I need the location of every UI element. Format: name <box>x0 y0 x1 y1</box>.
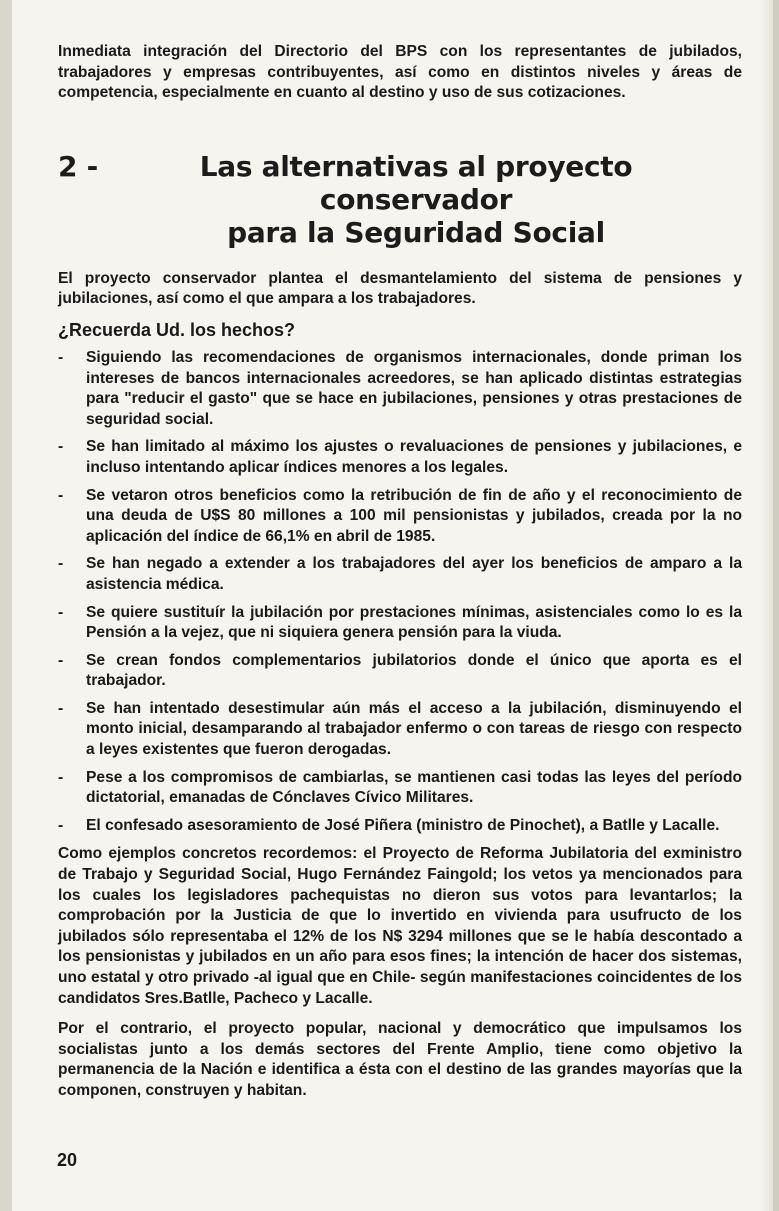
list-item <box>58 651 742 692</box>
list-item-text: Siguiendo las recomendaciones de organismos internacionales, donde priman los intereses de bancos internacionales acreedores, se han aplicado distintas estrategias para "reducir el gasto" que se hace en jubilaciones, pensiones y otras prestaciones de seguridad social. <box>86 348 742 428</box>
list-item-text: El confesado asesoramiento de José Piñera (ministro de Pinochet), a Batlle y Lacalle. <box>86 816 720 834</box>
bullet-dash: - <box>58 603 64 621</box>
bullet-dash: - <box>58 768 64 786</box>
closing-paragraph: Por el contrario, el proyecto popular, nacional y democrático que impulsamos los socialistas junto a los demás sectores del Frente Amplio, tiene como objetivo la permanencia de la Nación e identifica a ésta con el destino de las grandes mayorías que la componen, construyen y habitan. <box>58 1020 742 1099</box>
list-item-text: Se han intentado desestimular aún más el acceso a la jubilación, disminuyendo el monto inicial, desamparando al trabajador enfermo o con tareas de riesgo con respecto a leyes existentes que fueron derogadas. <box>86 699 742 759</box>
bullet-dash: - <box>58 348 64 366</box>
list-item-text: Se han negado a extender a los trabajadores del ayer los beneficios de amparo a la asistencia médica. <box>86 555 742 593</box>
section-title-line-2: para la Seguridad Social <box>227 215 605 249</box>
section-heading <box>58 150 742 249</box>
list-item-text: Se han limitado al máximo los ajustes o revaluaciones de pensiones y jubilaciones, e incluso intentando aplicar índices menores a los legales. <box>86 438 742 476</box>
bullet-dash: - <box>58 699 64 717</box>
lead-paragraph: El proyecto conservador plantea el desmantelamiento del sistema de pensiones y jubilaciones, así como el que ampara a los trabajadores. <box>58 269 742 308</box>
list-item <box>58 486 742 548</box>
bullet-dash: - <box>58 651 64 669</box>
list-item-text: Se quiere sustituír la jubilación por prestaciones mínimas, asistenciales como lo es la Pensión a la vejez, que ni siquiera genera pensión para la viuda. <box>86 603 742 642</box>
section-title-line-1: Las alternativas al proyecto conservador <box>199 149 633 216</box>
list-item-text: Se crean fondos complementarios jubilatorios donde el único que aporta es el trabajador. <box>86 651 742 690</box>
list-item <box>58 603 742 644</box>
bullet-dash: - <box>58 555 64 573</box>
list-item-text: Se vetaron otros beneficios como la retribución de fin de año y el reconocimiento de una deuda de U$S 80 millones a 100 mil pensionistas y jubilados, creada por la no aplicación del índice de 66,1% en abril de 1985. <box>86 486 742 545</box>
page-left-edge <box>0 0 12 1211</box>
facts-list <box>58 348 742 836</box>
question-heading: ¿Recuerda Ud. los hechos? <box>58 319 296 340</box>
section-number: 2 - <box>58 149 98 183</box>
list-item-text: Pese a los compromisos de cambiarlas, se mantienen casi todas las leyes del período dictatorial, emanadas de Cónclaves Cívico Militares. <box>86 768 742 807</box>
page-right-edge <box>773 0 779 1211</box>
bullet-dash: - <box>58 438 64 456</box>
bullet-dash: - <box>58 486 64 504</box>
page-content <box>58 42 742 1112</box>
list-item <box>58 437 742 478</box>
list-item <box>58 554 742 595</box>
page-number: 20 <box>57 1150 78 1170</box>
bullet-dash: - <box>58 816 64 834</box>
examples-paragraph: Como ejemplos concretos recordemos: el Proyecto de Reforma Jubilatoria del exministro de Trabajo y Seguridad Social, Hugo Fernández Faingold; los vetos ya mencionados para los cuales los legisladores pachequistas no dieron sus votos para levantarlos; la comprobación por la Justicia de que lo invertido en vivienda para usufructo de los jubilados sólo representaba el 12% de los N$ 3294 millones que se le había descontado a los pensionistas y jubilados en un año para esos fines; la intención de hacer dos sistemas, uno estatal y otro privado -al igual que en Chile- según manifestaciones coincidentes de los candidatos Sres.Batlle, Pacheco y Lacalle. <box>58 845 742 1007</box>
list-item <box>58 699 742 761</box>
section-title <box>116 150 716 249</box>
list-item <box>58 816 742 837</box>
intro-paragraph: Inmediata integración del Directorio del BPS con los representantes de jubilados, trabajadores y empresas contribuyentes, así como en distintos niveles y áreas de competencia, especialmente en cuanto al destino y uso de sus cotizaciones. <box>58 43 742 102</box>
list-item <box>58 768 742 809</box>
list-item <box>58 348 742 430</box>
